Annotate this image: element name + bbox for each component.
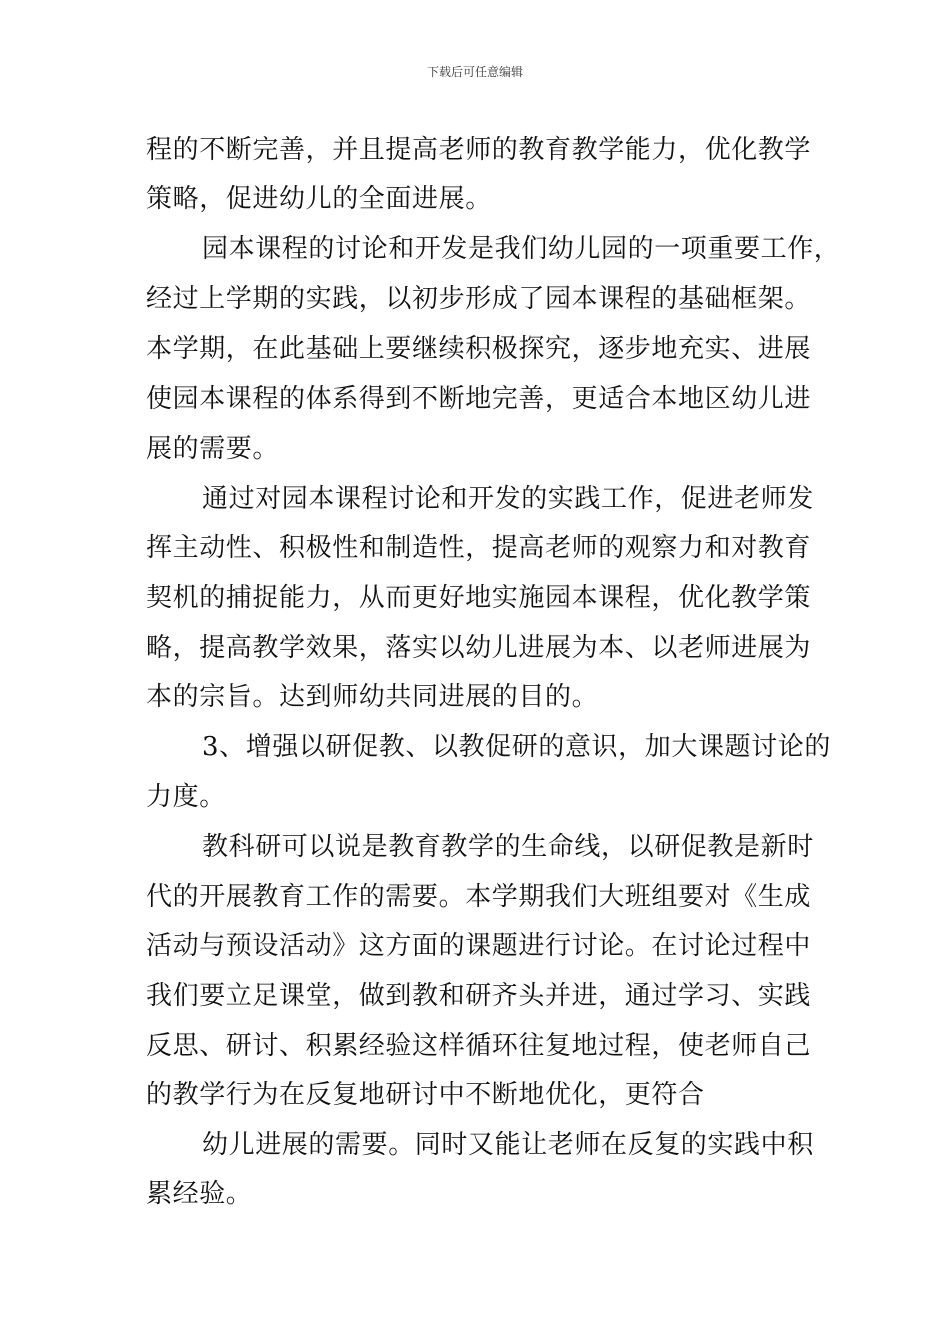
text-line: 展的需要。 [146, 434, 280, 464]
text-line: 幼儿进展的需要。同时又能让老师在反复的实践中积 [202, 1130, 814, 1160]
text-line: 的教学行为在反复地研讨中不断地优化，更符合 [146, 1080, 705, 1110]
text-line: 契机的捕捉能力，从而更好地实施园本课程，优化教学策 [146, 583, 812, 613]
text-line: 通过对园本课程讨论和开发的实践工作，促进老师发 [202, 484, 814, 514]
text-line: 使园本课程的体系得到不断地完善，更适合本地区幼儿进 [146, 384, 812, 414]
text-line: 累经验。 [146, 1179, 253, 1209]
text-line: 反思、研讨、积累经验这样循环往复地过程，使老师自己 [146, 1031, 812, 1061]
text-line: 力度。 [146, 782, 226, 812]
text-line: 程的不断完善，并且提高老师的教育教学能力，优化教学 [146, 135, 812, 165]
text-line: 本的宗旨。达到师幼共同进展的目的。 [146, 682, 599, 712]
page-header: 下载后可任意编辑 [426, 65, 523, 79]
text-line: 经过上学期的实践，以初步形成了园本课程的基础框架。 [146, 284, 812, 314]
text-line: 代的开展教育工作的需要。本学期我们大班组要对《生成 [146, 882, 812, 912]
text-line: 略，提高教学效果，落实以幼儿进展为本、以老师进展为 [146, 633, 812, 663]
text-line: 教科研可以说是教育教学的生命线，以研促教是新时 [202, 832, 814, 862]
text-line: 挥主动性、积极性和制造性，提高老师的观察力和对教育 [146, 533, 812, 563]
text-line: 我们要立足课堂，做到教和研齐头并进，通过学习、实践 [146, 981, 812, 1011]
text-line: 策略，促进幼儿的全面进展。 [146, 184, 492, 214]
text-line: 本学期，在此基础上要继续积极探究，逐步地充实、进展 [146, 334, 812, 364]
text-line: 活动与预设活动》这方面的课题进行讨论。在讨论过程中 [146, 931, 812, 961]
text-line: 3、增强以研促教、以教促研的意识，加大课题讨论的 [202, 732, 831, 762]
text-line: 园本课程的讨论和开发是我们幼儿园的一项重要工作， [202, 234, 841, 264]
